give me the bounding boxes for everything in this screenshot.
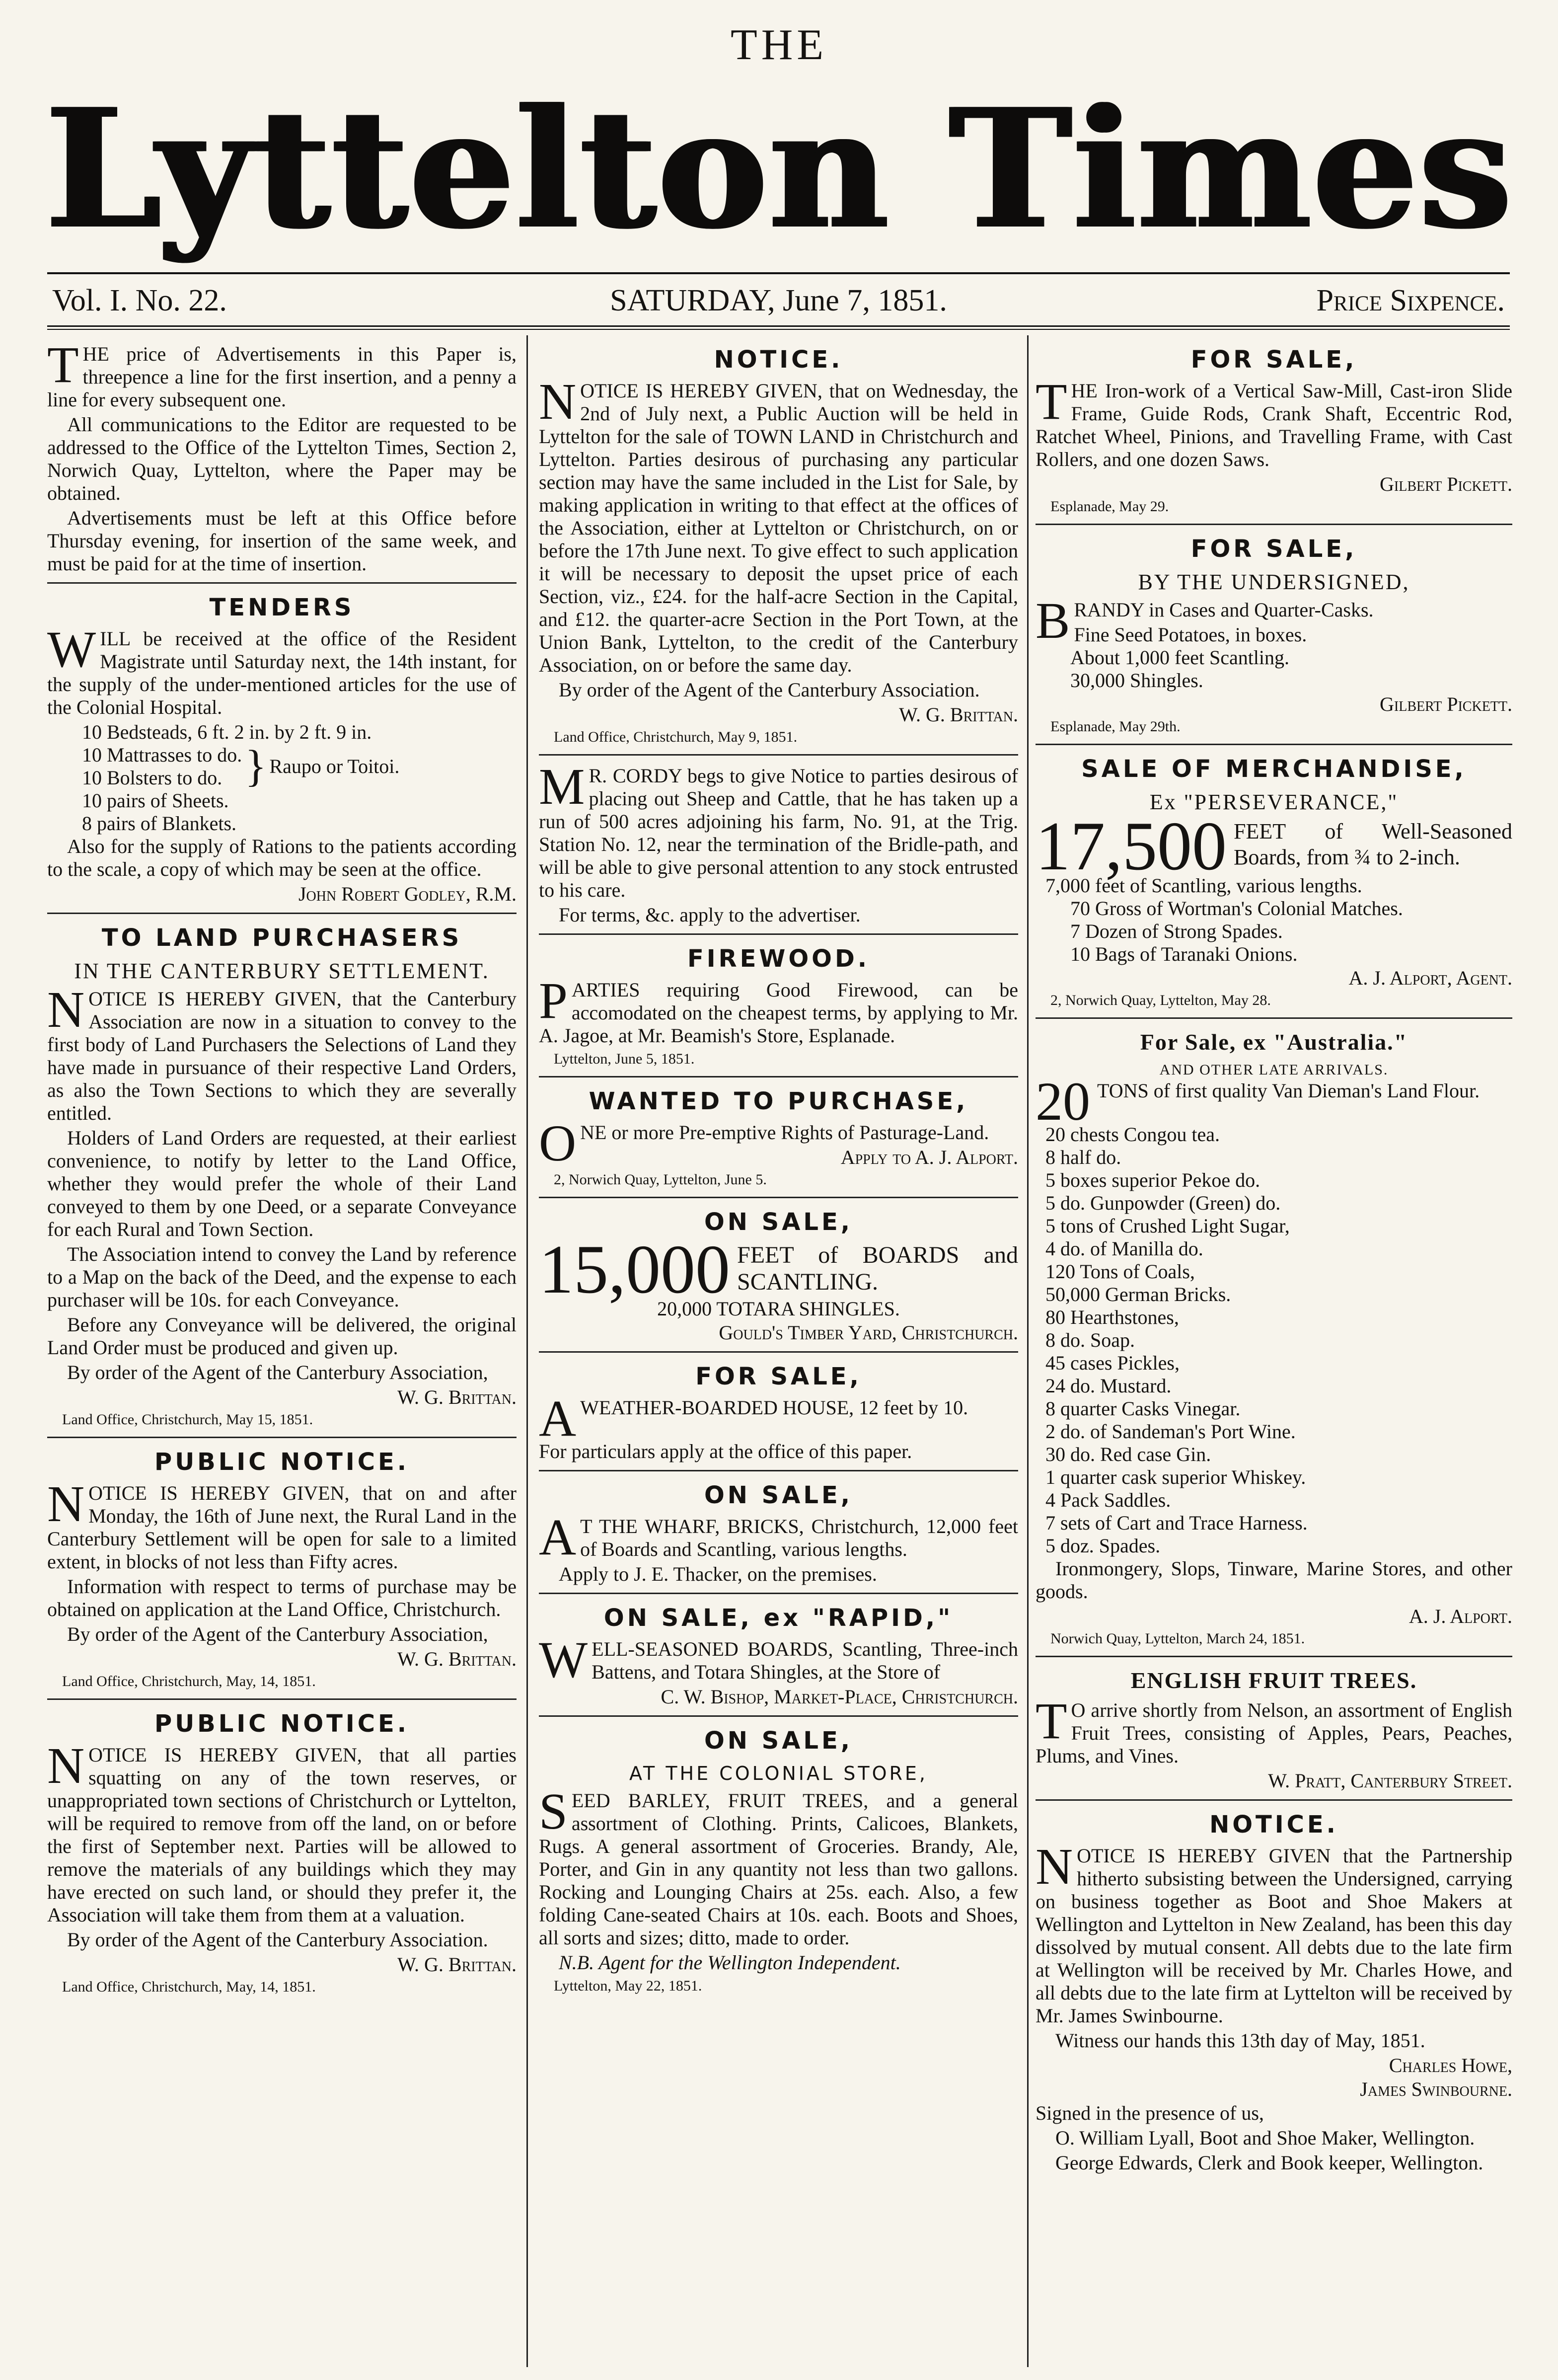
- ad-terms: [47, 336, 517, 575]
- list-item: 5 doz. Spades.: [1045, 1535, 1161, 1557]
- ad-fruit-trees: [1036, 1666, 1512, 1792]
- list-item: 10 Bolsters to do.: [82, 767, 223, 789]
- list-item: 8 do. Soap.: [1045, 1329, 1135, 1351]
- ad-heading: FOR SALE,: [695, 1363, 862, 1390]
- drop-cap: S: [539, 1783, 568, 1840]
- list-item: 120 Tons of Coals,: [1045, 1260, 1195, 1283]
- drop-cap: O: [539, 1115, 577, 1172]
- big-number: 20: [1036, 1071, 1090, 1132]
- column-3: [1036, 343, 1512, 2181]
- list-item: 8 half do.: [1045, 1146, 1121, 1168]
- brandy-text: RANDY in Cases and Quarter-Casks.: [1074, 599, 1374, 621]
- rapid-text: ELL-SEASONED BOARDS, Scantling, Three-inch Battens, and Totara Shingles, at the Store of: [592, 1638, 1018, 1683]
- list-item: 7 sets of Cart and Trace Harness.: [1045, 1512, 1308, 1534]
- ad-divider: [47, 913, 517, 914]
- ad-date: Norwich Quay, Lyttelton, March 24, 1851.: [1050, 1630, 1305, 1647]
- signature: W. G. Brittan.: [898, 703, 1018, 726]
- ad-heading: ON SALE, ex "RAPID,": [603, 1604, 954, 1632]
- brace-glyph: }: [245, 742, 267, 791]
- partnership-text: OTICE IS HEREBY GIVEN that the Partnership hitherto subsisting between the Undersigned, carrying on business together as Boot and Shoe Makers at Wellington and Lyttelton in New Zealand, has been this day dissolved by mutual consent. All debts due to the late firm at Wellington will be received by Mr. Charles Howe, and all debts due to the late firm at Lyttelton will be received by Mr. James Swinbourne.: [1036, 1844, 1512, 2027]
- ad-divider: [539, 1593, 1018, 1594]
- list-item: 45 cases Pickles,: [1045, 1352, 1180, 1374]
- terms-text-3: Advertisements must be left at this Office before Thursday evening, for insertion of the same week, and must be paid for at the time of insertion.: [47, 507, 517, 575]
- ad-heading: TENDERS: [209, 594, 355, 621]
- colonial-text: EED BARLEY, FRUIT TREES, and a general assortment of Clothing. Prints, Calicoes, Blankets, Rugs. A general assortment of Groceries. Brandy, Ale, Porter, and Gin in any quantity not less than two gallons. Rocking and Lounging Chairs at 25s. each. Also, a few folding Cane-seated Chairs at 10s. each. Boots and Shoes, all sorts and sizes; ditto, made to order.: [539, 1789, 1018, 1949]
- ad-merchandise: [1036, 754, 1512, 1010]
- australia-text-2: Ironmongery, Slops, Tinware, Marine Stores, and other goods.: [1036, 1557, 1512, 1603]
- masthead-article: THE: [730, 21, 828, 69]
- ad-divider: [539, 1076, 1018, 1077]
- column-2: [539, 343, 1018, 2003]
- drop-cap: B: [1036, 592, 1070, 649]
- list-item: 5 boxes superior Pekoe do.: [1045, 1169, 1261, 1191]
- signature: John Robert Godley, R.M.: [298, 883, 517, 905]
- masthead-rule-top: [47, 272, 1510, 274]
- public-text: OTICE IS HEREBY GIVEN, that all parties squatting on any of the town reserves, or unappropriated town sections of Christchurch or Lyttelton, will be required to remove from off the land, on or before the first of September next. Parties will be allowed to remove the materials of any buildings which they may have erected on such land, or should they prefer it, the Association will take them from them at a valuation.: [47, 1744, 517, 1926]
- ad-divider: [47, 1437, 517, 1438]
- tenders-text: ILL be received at the office of the Resident Magistrate until Saturday next, the 14th instant, for the supply of the under-mentioned articles for the use of the Colonial Hospital.: [47, 627, 517, 718]
- firewood-text: ARTIES requiring Good Firewood, can be accomodated on the cheapest terms, by applying to Mr. A. Jagoe, at Mr. Beamish's Store, Esplanade.: [539, 979, 1018, 1047]
- big-number: 15,000: [539, 1231, 730, 1308]
- list-item: 8 quarter Casks Vinegar.: [1045, 1397, 1241, 1420]
- drop-cap: A: [539, 1390, 577, 1447]
- dateline: [47, 278, 1510, 323]
- australia-text: TONS of first quality Van Dieman's Land Flour.: [1097, 1079, 1480, 1102]
- ad-subheading: IN THE CANTERBURY SETTLEMENT.: [74, 959, 490, 983]
- list-item: 20 chests Congou tea.: [1045, 1123, 1220, 1146]
- wharf-text-2: Apply to J. E. Thacker, on the premises.: [559, 1563, 877, 1585]
- signature: W. G. Brittan.: [397, 1386, 517, 1408]
- ad-divider: [539, 1197, 1018, 1198]
- ad-divider: [539, 1351, 1018, 1353]
- masthead-rule-bottom-2: [47, 329, 1510, 330]
- list-item: 8 pairs of Blankets.: [82, 812, 237, 835]
- drop-cap: P: [539, 972, 568, 1029]
- ad-notice: [539, 345, 1018, 747]
- ad-heading: PUBLIC NOTICE.: [154, 1448, 409, 1476]
- ad-heading: NOTICE.: [714, 346, 843, 374]
- list-item: 1 quarter cask superior Whiskey.: [1045, 1466, 1306, 1488]
- ad-on-sale-rapid: [539, 1603, 1018, 1708]
- cordy-text: R. CORDY begs to give Notice to parties desirous of placing out Sheep and Cattle, that he has taken up a run of 500 acres adjoining his farm, No. 91, at the Trig. Station No. 12, near the termination of the Bridle-path, and will be able to give personal attention to any stock entrusted to his care.: [539, 765, 1018, 901]
- ad-australia: [1036, 1028, 1512, 1649]
- list-item: 2 do. of Sandeman's Port Wine.: [1045, 1420, 1296, 1443]
- land-text: OTICE IS HEREBY GIVEN, that the Canterbury Association are now in a situation to convey to the first body of Land Purchasers the Selections of Land they have made in pursuance of their respective Land Orders, as also the Town Sections to which they are severally entitled.: [47, 988, 517, 1124]
- ad-date: 2, Norwich Quay, Lyttelton, June 5.: [554, 1171, 767, 1188]
- drop-cap: A: [539, 1509, 577, 1566]
- drop-cap: T: [47, 336, 79, 393]
- land-text-2: Holders of Land Orders are requested, at their earliest convenience, to notify by letter to the Land Office, whether they would prefer the whole of their Land conveyed to them by one Deed, or a separate Conveyance for each Rural and Town Section.: [47, 1127, 517, 1240]
- ad-date: Lyttelton, June 5, 1851.: [554, 1051, 695, 1067]
- wharf-text: T THE WHARF, BRICKS, Christchurch, 12,000 feet of Boards and Scantling, various lengths.: [580, 1515, 1018, 1560]
- signature: Gilbert Pickett.: [1380, 693, 1512, 715]
- drop-cap: N: [539, 373, 577, 430]
- public-text-2: Information with respect to terms of purchase may be obtained on application at the Land Office, Christchurch.: [47, 1575, 517, 1620]
- list-item: 7,000 feet of Scantling, various lengths.: [1045, 874, 1362, 897]
- sawmill-text: HE Iron-work of a Vertical Saw-Mill, Cast-iron Slide Frame, Guide Rods, Crank Shaft, Eccentric Rod, Ratchet Wheel, Pinions, and Travelling Frame, with Cast Rollers, and one dozen Saws.: [1036, 380, 1512, 470]
- tenders-also: Also for the supply of Rations to the patients according to the scale, a copy of which may be seen at the office.: [47, 835, 517, 880]
- ad-heading: PUBLIC NOTICE.: [154, 1710, 409, 1738]
- ad-date: Lyttelton, May 22, 1851.: [554, 1978, 702, 1994]
- ad-heading: NOTICE.: [1209, 1811, 1338, 1839]
- ad-heading: TO LAND PURCHASERS: [101, 924, 462, 952]
- list-item: 10 pairs of Sheets.: [82, 789, 229, 812]
- drop-cap: T: [1036, 1692, 1067, 1750]
- ad-date: Land Office, Christchurch, May, 14, 1851.: [62, 1673, 316, 1689]
- ad-divider: [1036, 744, 1512, 745]
- list-item: About 1,000 feet Scantling.: [1070, 646, 1290, 669]
- ad-on-sale-boards: [539, 1207, 1018, 1344]
- notice-text: OTICE IS HEREBY GIVEN, that on Wednesday, the 2nd of July next, a Public Auction will be held in Lyttelton for the sale of TOWN LAND in Christchurch and Lyttelton. Parties desirous of purchasing any particular section may have the same included in the List for Sale, by making application in writing to that effect at the offices of the Association, either at Lyttelton or Christchurch, on or before the 17th June next. To give effect to such application it will be necessary to deposit the upset price of each Section, viz., £24. for the half-acre Section in the Capital, and £12. the quarter-acre Section in the Port Town, at the Union Bank, Lyttelton, to the credit of the Canterbury Association, on or before the same day.: [539, 380, 1018, 676]
- signature: W. G. Brittan.: [397, 1953, 517, 1976]
- list-item: 7 Dozen of Strong Spades.: [1070, 920, 1283, 942]
- onsale-text-2: 20,000 TOTARA SHINGLES.: [657, 1298, 900, 1320]
- signature: W. G. Brittan.: [397, 1648, 517, 1670]
- ad-heading: SALE OF MERCHANDISE,: [1081, 755, 1467, 783]
- masthead-rule-bottom: [47, 325, 1510, 327]
- ad-date: Esplanade, May 29.: [1050, 498, 1169, 515]
- drop-cap: T: [1036, 373, 1067, 430]
- drop-cap: W: [539, 1631, 588, 1689]
- ad-divider: [1036, 524, 1512, 525]
- list-item: 70 Gross of Wortman's Colonial Matches.: [1070, 897, 1403, 920]
- ad-divider: [1036, 1656, 1512, 1657]
- ad-divider: [47, 1698, 517, 1700]
- terms-text-2: All communications to the Editor are requested to be addressed to the Office of the Lyttelton Times, Section 2, Norwich Quay, Lyttelton, where the Paper may be obtained.: [47, 413, 517, 504]
- ad-heading: ON SALE,: [704, 1208, 853, 1236]
- list-item: 5 tons of Crushed Light Sugar,: [1045, 1215, 1290, 1237]
- ad-wanted: [539, 1086, 1018, 1190]
- ad-cordy: [539, 758, 1018, 926]
- drop-cap: W: [47, 621, 96, 678]
- big-number: 17,500: [1036, 808, 1227, 885]
- ad-for-sale-sawmill: [1036, 345, 1512, 517]
- ad-heading: ENGLISH FRUIT TREES.: [1130, 1668, 1417, 1693]
- ad-for-sale-house: [539, 1362, 1018, 1463]
- ad-heading: ON SALE,: [704, 1727, 853, 1755]
- ad-public-notice-1: [47, 1447, 517, 1691]
- ad-subheading: AT THE COLONIAL STORE,: [629, 1763, 928, 1784]
- ad-land-purchasers: [47, 923, 517, 1430]
- drop-cap: N: [47, 1737, 85, 1794]
- ad-divider: [539, 1715, 1018, 1717]
- ad-date: 2, Norwich Quay, Lyttelton, May 28.: [1050, 992, 1271, 1008]
- ad-public-notice-2: [47, 1709, 517, 1997]
- list-item: 30 do. Red case Gin.: [1045, 1443, 1211, 1465]
- terms-text: HE price of Advertisements in this Paper is, threepence a line for the first insertion, and a penny a line for every subsequent one.: [47, 343, 517, 411]
- signature: A. J. Alport.: [1409, 1605, 1512, 1627]
- list-item: 10 Mattrasses to do.: [82, 744, 242, 766]
- ad-firewood: [539, 944, 1018, 1069]
- ad-divider: [539, 754, 1018, 756]
- witness-1: O. William Lyall, Boot and Shoe Maker, Wellington.: [1055, 2127, 1475, 2149]
- list-item-braced: [47, 744, 517, 789]
- colonial-text-2: N.B. Agent for the Wellington Independent.: [559, 1951, 901, 1974]
- ad-date: Land Office, Christchurch, May, 14, 1851.: [62, 1979, 316, 1995]
- list-item: 50,000 German Bricks.: [1045, 1283, 1231, 1305]
- list-item: 4 Pack Saddles.: [1045, 1489, 1171, 1511]
- public-text-3: By order of the Agent of the Canterbury Association,: [67, 1623, 488, 1645]
- column-1: [47, 336, 517, 2004]
- list-item: 30,000 Shingles.: [1070, 669, 1203, 691]
- signature: James Swinbourne.: [1360, 2078, 1512, 2100]
- brace-note: Raupo or Toitoi.: [269, 755, 400, 777]
- drop-cap: N: [47, 1475, 85, 1533]
- ad-tenders: [47, 593, 517, 906]
- ad-partnership-notice: [1036, 1810, 1512, 2174]
- list-item: 10 Bags of Taranaki Onions.: [1070, 943, 1298, 965]
- list-item: 4 do. of Manilla do.: [1045, 1237, 1203, 1260]
- list-item: 80 Hearthstones,: [1045, 1306, 1179, 1328]
- signature: Gilbert Pickett.: [1380, 473, 1512, 495]
- ad-divider: [1036, 1017, 1512, 1019]
- fruit-text: O arrive shortly from Nelson, an assortment of English Fruit Trees, consisting of Apples, Pears, Peaches, Plums, and Vines.: [1036, 1699, 1512, 1767]
- partnership-text-2: Witness our hands this 13th day of May, 1851.: [1055, 2029, 1425, 2052]
- column-rule-2: [1027, 335, 1029, 2367]
- land-text-4: Before any Conveyance will be delivered, the original Land Order must be produced and given up.: [47, 1313, 517, 1359]
- ad-heading: FOR SALE,: [1190, 346, 1357, 374]
- ad-heading: WANTED TO PURCHASE,: [589, 1087, 968, 1115]
- land-text-3: The Association intend to convey the Land by reference to a Map on the back of the Deed, and the expense to each purchaser will be 10s. for each Conveyance.: [47, 1243, 517, 1311]
- ad-date: Esplanade, May 29th.: [1050, 718, 1181, 735]
- onsale-text: FEET of BOARDS and SCANTLING.: [737, 1242, 1018, 1295]
- list-item: Fine Seed Potatoes, in boxes.: [1074, 623, 1307, 646]
- drop-cap: N: [47, 981, 85, 1038]
- ad-date: Land Office, Christchurch, May 9, 1851.: [554, 729, 798, 745]
- ad-date: Land Office, Christchurch, May 15, 1851.: [62, 1411, 313, 1428]
- drop-cap: M: [539, 758, 585, 815]
- signature: Charles Howe,: [1389, 2054, 1512, 2076]
- public-text: OTICE IS HEREBY GIVEN, that on and after Monday, the 16th of June next, the Rural Land in the Canterbury Settlement will be open for sale to a limited extent, in blocks of not less than Fifty acres.: [47, 1482, 517, 1573]
- ad-subheading: BY THE UNDERSIGNED,: [1138, 570, 1410, 594]
- ad-heading: ON SALE,: [704, 1481, 853, 1509]
- ad-heading: FOR SALE,: [1190, 535, 1357, 563]
- signature: W. Pratt, Canterbury Street.: [1268, 1769, 1512, 1792]
- wanted-apply: Apply to A. J. Alport.: [840, 1146, 1018, 1168]
- ad-subheading: Ex "PERSEVERANCE,": [1149, 790, 1399, 814]
- house-text-2: For particulars apply at the office of this paper.: [539, 1440, 912, 1462]
- wanted-text: NE or more Pre-emptive Rights of Pasturage-Land.: [580, 1121, 989, 1144]
- ad-subheading: AND OTHER LATE ARRIVALS.: [1159, 1062, 1389, 1078]
- signature: Gould's Timber Yard, Christchurch.: [719, 1321, 1018, 1344]
- issue-date: SATURDAY, June 7, 1851.: [610, 284, 947, 317]
- signature: A. J. Alport, Agent.: [1348, 967, 1512, 989]
- ad-divider: [1036, 1799, 1512, 1801]
- ad-divider: [47, 582, 517, 584]
- list-item: 10 Bedsteads, 6 ft. 2 in. by 2 ft. 9 in.: [82, 721, 372, 743]
- ad-divider: [539, 933, 1018, 935]
- ad-for-sale-brandy: [1036, 534, 1512, 737]
- house-text: WEATHER-BOARDED HOUSE, 12 feet by 10.: [580, 1396, 968, 1419]
- partnership-text-3: Signed in the presence of us,: [1036, 2102, 1264, 2124]
- rapid-text-2: C. W. Bishop, Market-Place, Christchurch.: [661, 1686, 1018, 1708]
- column-rule-1: [526, 335, 528, 2367]
- cordy-text-2: For terms, &c. apply to the advertiser.: [559, 904, 861, 926]
- witness-2: George Edwards, Clerk and Book keeper, Wellington.: [1055, 2151, 1484, 2174]
- price: Price Sixpence.: [1316, 284, 1505, 317]
- list-item: 5 do. Gunpowder (Green) do.: [1045, 1192, 1281, 1214]
- ad-divider: [539, 1470, 1018, 1471]
- public-text-2: By order of the Agent of the Canterbury Association.: [67, 1928, 488, 1951]
- merch-text: FEET of Well-Seasoned Boards, from ¾ to 2-inch.: [1234, 819, 1512, 869]
- ad-on-sale-wharf: [539, 1480, 1018, 1586]
- ad-heading: For Sale, ex "Australia.": [1140, 1029, 1408, 1055]
- ad-colonial-store: [539, 1726, 1018, 1996]
- notice-text-2: By order of the Agent of the Canterbury Association.: [559, 679, 980, 701]
- masthead-title: Lyttelton Times: [45, 73, 1513, 265]
- ad-heading: FIREWOOD.: [687, 945, 870, 973]
- list-item: 24 do. Mustard.: [1045, 1375, 1172, 1397]
- land-text-5: By order of the Agent of the Canterbury Association,: [67, 1361, 488, 1383]
- drop-cap: N: [1036, 1838, 1073, 1895]
- volume-number: Vol. I. No. 22.: [52, 284, 227, 317]
